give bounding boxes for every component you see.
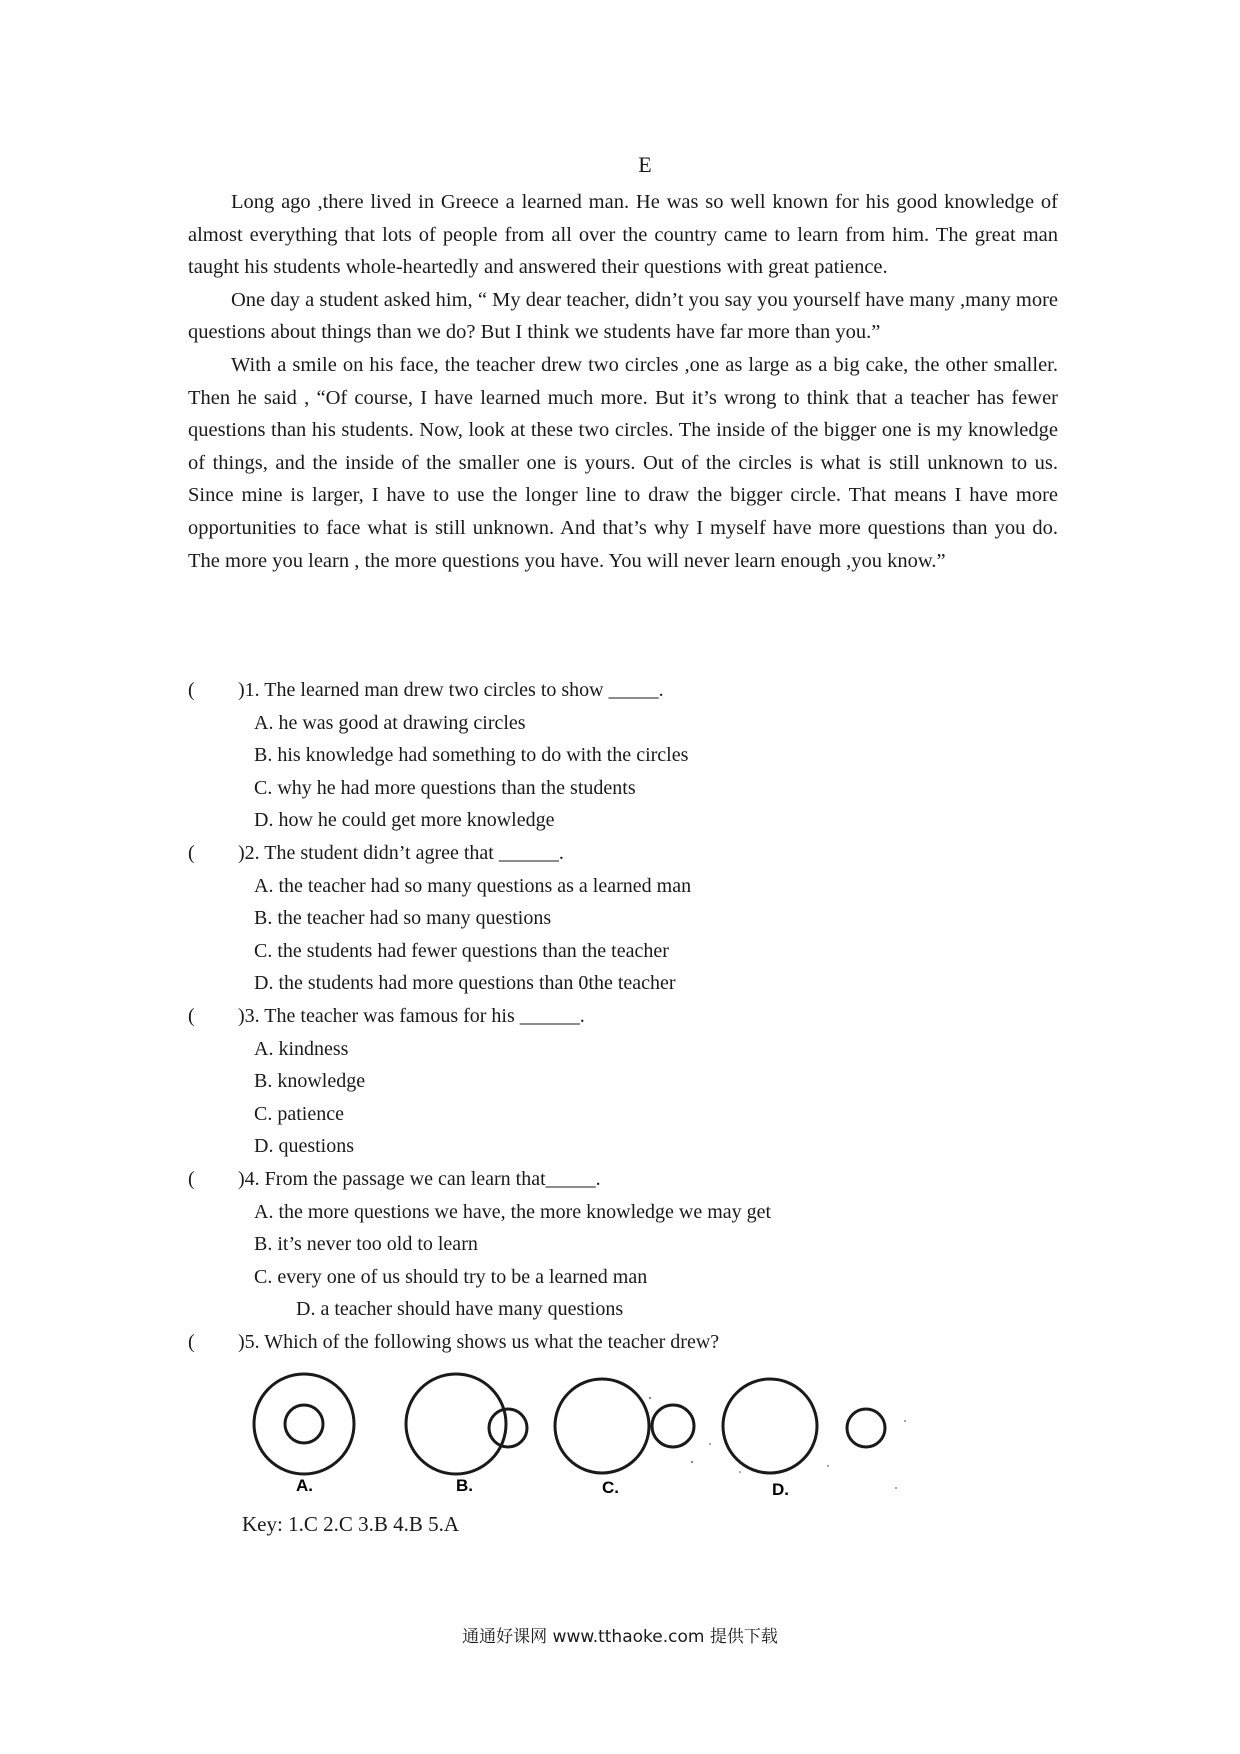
reading-passage bbox=[188, 186, 1058, 577]
option-a: A. the teacher had so many questions as a learned man bbox=[254, 874, 692, 897]
option-d-small-circle bbox=[847, 1409, 885, 1447]
question-list bbox=[188, 674, 1068, 1358]
question-3 bbox=[188, 1000, 1068, 1033]
option-c: C. why he had more questions than the students bbox=[254, 776, 636, 799]
question-stem: )4. From the passage we can learn that_____. bbox=[238, 1167, 601, 1190]
option-a-large-circle bbox=[254, 1374, 354, 1474]
answer-blank[interactable]: ( bbox=[188, 1167, 195, 1190]
option-d: D. a teacher should have many questions bbox=[296, 1298, 624, 1321]
figure-label-d: D. bbox=[772, 1480, 789, 1499]
option-a: A. the more questions we have, the more knowledge we may get bbox=[254, 1200, 772, 1223]
question-stem: )2. The student didn’t agree that ______. bbox=[238, 841, 564, 864]
passage-paragraph: With a smile on his face, the teacher drew two circles ,one as large as a big cake, the other smaller. Then he said , “Of course, I have learned much more. But it’s wrong to think that a teacher has fewer questions than his students. Now, look at these two circles. The inside of the bigger one is my knowledge of things, and the inside of the smaller one is yours. Out of the circles is what is still unknown to us. Since mine is larger, I have to use the longer line to draw the bigger circle. That means I have more opportunities to face what is still unknown. And that’s why I myself have more questions than you do. The more you learn , the more questions you have. You will never learn enough ,you know.” bbox=[188, 353, 1058, 572]
option-c: C. the students had fewer questions than the teacher bbox=[254, 939, 669, 962]
option-a: A. he was good at drawing circles bbox=[254, 711, 526, 734]
passage-paragraph: Long ago ,there lived in Greece a learned man. He was so well known for his good knowledge of almost everything that lots of people from all over the country came to learn from him. The great man taught his students whole-heartedly and answered their questions with great patience. bbox=[188, 191, 1058, 279]
option-a-small-circle bbox=[285, 1405, 323, 1443]
option-b: B. knowledge bbox=[254, 1070, 366, 1093]
option-b: B. his knowledge had something to do with the circles bbox=[254, 744, 689, 767]
answer-blank[interactable]: ( bbox=[188, 841, 195, 864]
option-c: C. every one of us should try to be a learned man bbox=[254, 1265, 648, 1288]
figure-label-c: C. bbox=[602, 1478, 619, 1497]
figure-label-a: A. bbox=[296, 1476, 313, 1495]
option-d: D. questions bbox=[254, 1135, 354, 1158]
option-b-large-circle bbox=[406, 1374, 506, 1474]
question-2 bbox=[188, 837, 1068, 870]
passage-paragraph: One day a student asked him, “ My dear teacher, didn’t you say you yourself have many ,many more questions about things than we do? But I think we students have far more than you.” bbox=[188, 288, 1058, 344]
circle-diagram bbox=[240, 1346, 920, 1516]
option-c-large-circle bbox=[555, 1379, 649, 1473]
answer-blank[interactable]: ( bbox=[188, 1330, 195, 1353]
option-a: A. kindness bbox=[254, 1037, 349, 1060]
option-b: B. it’s never too old to learn bbox=[254, 1233, 478, 1256]
answer-blank[interactable]: ( bbox=[188, 1004, 195, 1027]
question-1 bbox=[188, 674, 1068, 707]
option-b-small-circle bbox=[489, 1409, 527, 1447]
option-d: D. the students had more questions than 0the teacher bbox=[254, 972, 676, 995]
option-d-large-circle bbox=[723, 1379, 817, 1473]
question-stem: )3. The teacher was famous for his ______. bbox=[238, 1004, 585, 1027]
question-stem: )1. The learned man drew two circles to show _____. bbox=[238, 679, 664, 701]
answer-blank[interactable]: ( bbox=[188, 679, 195, 701]
option-b: B. the teacher had so many questions bbox=[254, 907, 552, 930]
question-4 bbox=[188, 1163, 1068, 1196]
figure-label-b: B. bbox=[456, 1476, 473, 1495]
question-stem: )5. Which of the following shows us what the teacher drew? bbox=[238, 1330, 720, 1353]
option-c-small-circle bbox=[652, 1405, 694, 1447]
circle-figures bbox=[240, 1346, 920, 1516]
footer-credit: 通通好课网 www.tthaoke.com 提供下载 bbox=[462, 1627, 778, 1647]
answer-key: Key: 1.C 2.C 3.B 4.B 5.A bbox=[242, 1512, 460, 1536]
option-d: D. how he could get more knowledge bbox=[254, 809, 555, 832]
section-heading: E bbox=[638, 152, 652, 177]
option-c: C. patience bbox=[254, 1102, 344, 1125]
